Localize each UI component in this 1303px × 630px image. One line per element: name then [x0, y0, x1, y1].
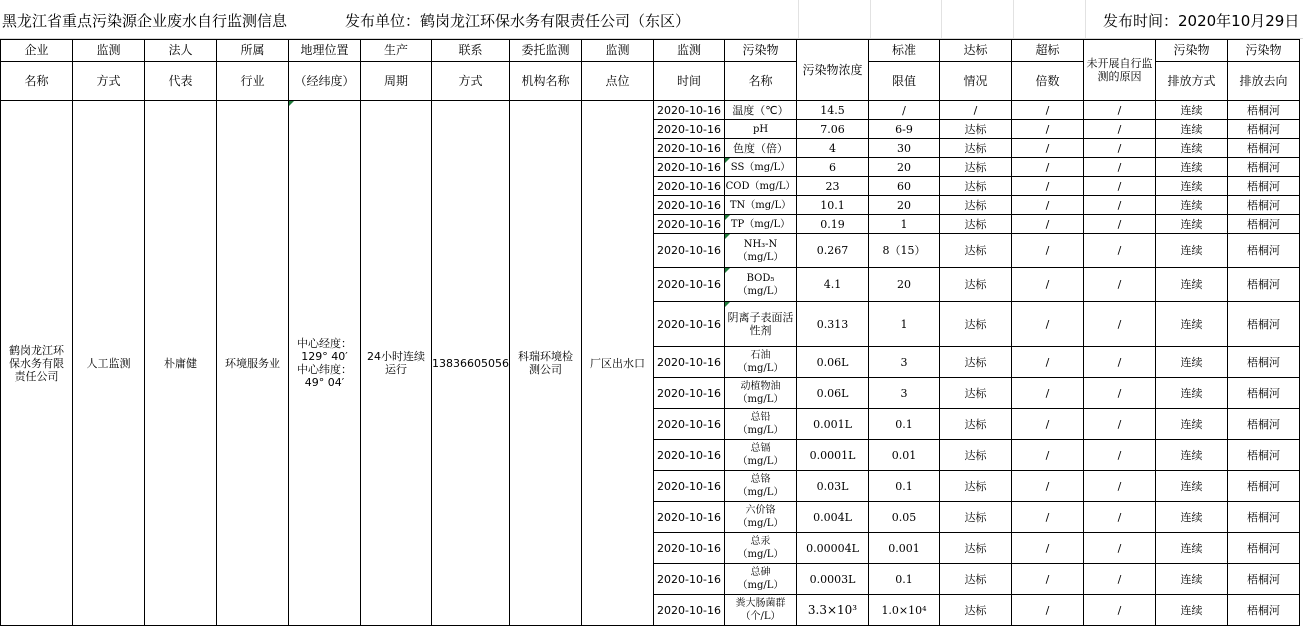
- gridline: [870, 0, 871, 38]
- pollutant-unit: （mg/L）: [737, 425, 784, 436]
- discharge-mode: 连续: [1156, 502, 1228, 533]
- concentration: 0.313: [797, 302, 869, 347]
- pollutant-name: [725, 101, 797, 120]
- pollutant-label: 总铬: [750, 474, 771, 485]
- pollutant-label: TP（mg/L）: [730, 218, 791, 230]
- standard-limit: 1.0×10⁴: [869, 595, 940, 626]
- pollutant-unit: （mg/L）: [737, 487, 784, 498]
- column-header: 监测: [73, 40, 145, 62]
- exceed-times: /: [1012, 347, 1084, 378]
- column-header: 污染物: [725, 40, 797, 62]
- column-header: 联系: [432, 40, 510, 62]
- column-header: 代表: [145, 62, 217, 101]
- pollutant-unit: （mg/L）: [737, 456, 784, 467]
- compliance-status: 达标: [940, 158, 1012, 177]
- not-monitored-reason: /: [1084, 533, 1156, 564]
- standard-limit: 60: [869, 177, 940, 196]
- column-header: 监测: [654, 40, 725, 62]
- discharge-mode: 连续: [1156, 120, 1228, 139]
- monitor-date: 2020-10-16: [654, 378, 725, 409]
- column-header: 方式: [432, 62, 510, 101]
- pollutant-label: 色度（倍）: [733, 141, 788, 155]
- concentration: 0.06L: [797, 378, 869, 409]
- not-monitored-reason: /: [1084, 347, 1156, 378]
- discharge-destination: 梧桐河: [1228, 347, 1300, 378]
- standard-limit: 20: [869, 158, 940, 177]
- discharge-destination: 梧桐河: [1228, 440, 1300, 471]
- monitor-date: 2020-10-16: [654, 268, 725, 302]
- monitor-date: 2020-10-16: [654, 595, 725, 626]
- compliance-status: 达标: [940, 302, 1012, 347]
- exceed-times: /: [1012, 120, 1084, 139]
- discharge-destination: 梧桐河: [1228, 302, 1300, 347]
- standard-limit: 6-9: [869, 120, 940, 139]
- discharge-destination: 梧桐河: [1228, 177, 1300, 196]
- pollutant-name: [725, 215, 797, 234]
- concentration: 0.004L: [797, 502, 869, 533]
- not-monitored-reason: /: [1084, 564, 1156, 595]
- pollutant-unit: （mg/L）: [737, 580, 784, 591]
- compliance-status: 达标: [940, 378, 1012, 409]
- pollutant-unit: （mg/L）: [737, 549, 784, 560]
- pollutant-label: TN（mg/L）: [729, 199, 792, 211]
- monitor-date: 2020-10-16: [654, 158, 725, 177]
- exceed-times: /: [1012, 595, 1084, 626]
- pollutant-unit: （个/L）: [740, 611, 781, 622]
- column-header: 未开展自行监测的原因: [1084, 40, 1156, 101]
- column-header: 地理位置: [289, 40, 361, 62]
- not-monitored-reason: /: [1084, 268, 1156, 302]
- discharge-destination: 梧桐河: [1228, 196, 1300, 215]
- pollutant-label: BOD₅: [746, 272, 775, 284]
- gridline: [798, 0, 799, 38]
- concentration: 0.00004L: [797, 533, 869, 564]
- not-monitored-reason: /: [1084, 177, 1156, 196]
- gridline: [1085, 0, 1086, 38]
- discharge-destination: 梧桐河: [1228, 564, 1300, 595]
- gridline: [1013, 0, 1014, 38]
- standard-limit: 0.05: [869, 502, 940, 533]
- compliance-status: 达标: [940, 177, 1012, 196]
- pollutant-name: [725, 502, 797, 533]
- monitor-date: 2020-10-16: [654, 302, 725, 347]
- column-header: 名称: [725, 62, 797, 101]
- discharge-mode: 连续: [1156, 177, 1228, 196]
- column-header: 委托监测: [510, 40, 582, 62]
- concentration: 4.1: [797, 268, 869, 302]
- pollutant-name: [725, 234, 797, 268]
- discharge-destination: 梧桐河: [1228, 139, 1300, 158]
- not-monitored-reason: /: [1084, 595, 1156, 626]
- discharge-mode: 连续: [1156, 101, 1228, 120]
- discharge-destination: 梧桐河: [1228, 409, 1300, 440]
- standard-limit: 1: [869, 215, 940, 234]
- exceed-times: /: [1012, 234, 1084, 268]
- exceed-times: /: [1012, 440, 1084, 471]
- monitor-date: 2020-10-16: [654, 502, 725, 533]
- discharge-mode: 连续: [1156, 347, 1228, 378]
- concentration: 23: [797, 177, 869, 196]
- company-method: 人工监测: [73, 101, 145, 626]
- publish-date: 发布时间：2020年10月29日: [1103, 12, 1300, 30]
- page-title: 黑龙江省重点污染源企业废水自行监测信息: [2, 12, 288, 30]
- column-header: 污染物: [1228, 40, 1300, 62]
- standard-limit: 30: [869, 139, 940, 158]
- column-header: 倍数: [1012, 62, 1084, 101]
- column-header: 名称: [1, 62, 73, 101]
- monitor-date: 2020-10-16: [654, 440, 725, 471]
- pollutant-name: [725, 158, 797, 177]
- concentration: 7.06: [797, 120, 869, 139]
- concentration: 10.1: [797, 196, 869, 215]
- pollutant-unit: （mg/L）: [737, 251, 784, 263]
- exceed-times: /: [1012, 268, 1084, 302]
- discharge-destination: 梧桐河: [1228, 101, 1300, 120]
- pollutant-name: [725, 564, 797, 595]
- pollutant-name: [725, 440, 797, 471]
- exceed-times: /: [1012, 533, 1084, 564]
- pollutant-name: [725, 347, 797, 378]
- pollutant-name: [725, 471, 797, 502]
- table-row: [1, 101, 1300, 120]
- standard-limit: 0.001: [869, 533, 940, 564]
- pollutant-unit: （mg/L）: [737, 285, 784, 297]
- company-name: 鹤岗龙江环保水务有限责任公司: [1, 101, 73, 626]
- standard-limit: 0.1: [869, 409, 940, 440]
- exceed-times: /: [1012, 215, 1084, 234]
- exceed-times: /: [1012, 502, 1084, 533]
- compliance-status: 达标: [940, 409, 1012, 440]
- pollutant-name: [725, 302, 797, 347]
- standard-limit: 20: [869, 268, 940, 302]
- column-header: 时间: [654, 62, 725, 101]
- column-header: 达标: [940, 40, 1012, 62]
- concentration: 3.3×10³: [797, 595, 869, 626]
- compliance-status: /: [940, 101, 1012, 120]
- pollutant-unit: （mg/L）: [737, 363, 784, 374]
- discharge-mode: 连续: [1156, 378, 1228, 409]
- monitor-date: 2020-10-16: [654, 234, 725, 268]
- discharge-mode: 连续: [1156, 139, 1228, 158]
- exceed-times: /: [1012, 196, 1084, 215]
- discharge-destination: 梧桐河: [1228, 215, 1300, 234]
- monitor-date: 2020-10-16: [654, 564, 725, 595]
- not-monitored-reason: /: [1084, 215, 1156, 234]
- monitor-date: 2020-10-16: [654, 471, 725, 502]
- not-monitored-reason: /: [1084, 139, 1156, 158]
- compliance-status: 达标: [940, 268, 1012, 302]
- column-header: （经纬度）: [289, 62, 361, 101]
- not-monitored-reason: /: [1084, 234, 1156, 268]
- exceed-times: /: [1012, 101, 1084, 120]
- concentration: 0.001L: [797, 409, 869, 440]
- pollutant-label: 总镉: [750, 443, 771, 454]
- not-monitored-reason: /: [1084, 302, 1156, 347]
- exceed-times: /: [1012, 139, 1084, 158]
- not-monitored-reason: /: [1084, 471, 1156, 502]
- standard-limit: 0.1: [869, 471, 940, 502]
- concentration: 14.5: [797, 101, 869, 120]
- monitor-date: 2020-10-16: [654, 101, 725, 120]
- exceed-times: /: [1012, 158, 1084, 177]
- compliance-status: 达标: [940, 234, 1012, 268]
- concentration: 4: [797, 139, 869, 158]
- pollutant-name: [725, 139, 797, 158]
- pollutant-name: [725, 120, 797, 139]
- monitor-date: 2020-10-16: [654, 177, 725, 196]
- standard-limit: 1: [869, 302, 940, 347]
- standard-limit: 0.1: [869, 564, 940, 595]
- pollutant-name: [725, 409, 797, 440]
- discharge-mode: 连续: [1156, 158, 1228, 177]
- not-monitored-reason: /: [1084, 101, 1156, 120]
- pollutant-label: NH₃-N: [743, 238, 778, 250]
- monitoring-table: [0, 39, 1300, 626]
- compliance-status: 达标: [940, 215, 1012, 234]
- not-monitored-reason: /: [1084, 502, 1156, 533]
- company-industry: 环境服务业: [217, 101, 289, 626]
- pollutant-label: 六价铬: [745, 505, 776, 516]
- discharge-mode: 连续: [1156, 533, 1228, 564]
- column-header: 监测: [582, 40, 654, 62]
- discharge-mode: 连续: [1156, 471, 1228, 502]
- exceed-times: /: [1012, 302, 1084, 347]
- compliance-status: 达标: [940, 196, 1012, 215]
- pollutant-name: [725, 595, 797, 626]
- column-header: 污染物: [1156, 40, 1228, 62]
- discharge-mode: 连续: [1156, 234, 1228, 268]
- standard-limit: /: [869, 101, 940, 120]
- discharge-mode: 连续: [1156, 302, 1228, 347]
- company-contact: 13836605056: [432, 101, 510, 626]
- compliance-status: 达标: [940, 595, 1012, 626]
- pollutant-unit: （mg/L）: [737, 518, 784, 529]
- pollutant-name: [725, 533, 797, 564]
- column-header: 排放方式: [1156, 62, 1228, 101]
- discharge-destination: 梧桐河: [1228, 158, 1300, 177]
- compliance-status: 达标: [940, 471, 1012, 502]
- compliance-status: 达标: [940, 347, 1012, 378]
- exceed-times: /: [1012, 378, 1084, 409]
- company-location: 中心经度：129° 40′ 中心纬度：49° 04′: [289, 101, 361, 626]
- pollutant-label: COD（mg/L）: [725, 180, 796, 192]
- not-monitored-reason: /: [1084, 158, 1156, 177]
- standard-limit: 0.01: [869, 440, 940, 471]
- column-header: 污染物浓度: [797, 40, 869, 101]
- concentration: 6: [797, 158, 869, 177]
- discharge-mode: 连续: [1156, 196, 1228, 215]
- discharge-mode: 连续: [1156, 215, 1228, 234]
- pollutant-label: 阴离子表面活性剂: [727, 311, 794, 337]
- column-header: 限值: [869, 62, 940, 101]
- monitor-date: 2020-10-16: [654, 347, 725, 378]
- title-bar: [0, 0, 1303, 39]
- concentration: 0.0003L: [797, 564, 869, 595]
- pollutant-label: 粪大肠菌群: [735, 598, 786, 609]
- compliance-status: 达标: [940, 139, 1012, 158]
- column-header: 行业: [217, 62, 289, 101]
- column-header: 超标: [1012, 40, 1084, 62]
- column-header: 方式: [73, 62, 145, 101]
- column-header: 周期: [361, 62, 432, 101]
- not-monitored-reason: /: [1084, 196, 1156, 215]
- company-cycle: 24小时连续运行: [361, 101, 432, 626]
- not-monitored-reason: /: [1084, 440, 1156, 471]
- column-header: 生产: [361, 40, 432, 62]
- standard-limit: 20: [869, 196, 940, 215]
- exceed-times: /: [1012, 564, 1084, 595]
- standard-limit: 3: [869, 347, 940, 378]
- concentration: 0.267: [797, 234, 869, 268]
- discharge-mode: 连续: [1156, 268, 1228, 302]
- column-header: 法人: [145, 40, 217, 62]
- standard-limit: 8（15）: [869, 234, 940, 268]
- column-header: 点位: [582, 62, 654, 101]
- compliance-status: 达标: [940, 502, 1012, 533]
- discharge-mode: 连续: [1156, 564, 1228, 595]
- monitor-date: 2020-10-16: [654, 139, 725, 158]
- discharge-destination: 梧桐河: [1228, 120, 1300, 139]
- discharge-destination: 梧桐河: [1228, 268, 1300, 302]
- column-header: 情况: [940, 62, 1012, 101]
- pollutant-label: SS（mg/L）: [730, 161, 791, 173]
- publisher-label: 发布单位：鹤岗龙江环保水务有限责任公司（东区）: [345, 12, 691, 30]
- pollutant-name: [725, 196, 797, 215]
- discharge-mode: 连续: [1156, 409, 1228, 440]
- pollutant-name: [725, 268, 797, 302]
- standard-limit: 3: [869, 378, 940, 409]
- concentration: 0.19: [797, 215, 869, 234]
- discharge-mode: 连续: [1156, 595, 1228, 626]
- not-monitored-reason: /: [1084, 120, 1156, 139]
- concentration: 0.03L: [797, 471, 869, 502]
- column-header: 机构名称: [510, 62, 582, 101]
- monitor-date: 2020-10-16: [654, 120, 725, 139]
- pollutant-label: 温度（℃）: [732, 103, 789, 117]
- not-monitored-reason: /: [1084, 409, 1156, 440]
- company-agency: 科瑞环境检测公司: [510, 101, 582, 626]
- gridline: [941, 0, 942, 38]
- pollutant-name: [725, 177, 797, 196]
- compliance-status: 达标: [940, 533, 1012, 564]
- pollutant-label: 总汞: [750, 536, 771, 547]
- not-monitored-reason: /: [1084, 378, 1156, 409]
- exceed-times: /: [1012, 409, 1084, 440]
- discharge-destination: 梧桐河: [1228, 595, 1300, 626]
- discharge-destination: 梧桐河: [1228, 378, 1300, 409]
- column-header: 排放去向: [1228, 62, 1300, 101]
- pollutant-label: 总铅: [750, 412, 771, 423]
- discharge-mode: 连续: [1156, 440, 1228, 471]
- pollutant-label: 石油: [750, 350, 771, 361]
- compliance-status: 达标: [940, 120, 1012, 139]
- monitor-date: 2020-10-16: [654, 215, 725, 234]
- company-point: 厂区出水口: [582, 101, 654, 626]
- discharge-destination: 梧桐河: [1228, 533, 1300, 564]
- discharge-destination: 梧桐河: [1228, 234, 1300, 268]
- concentration: 0.0001L: [797, 440, 869, 471]
- exceed-times: /: [1012, 177, 1084, 196]
- pollutant-label: 动植物油: [740, 381, 781, 392]
- column-header: 标准: [869, 40, 940, 62]
- pollutant-unit: （mg/L）: [737, 394, 784, 405]
- monitor-date: 2020-10-16: [654, 409, 725, 440]
- compliance-status: 达标: [940, 440, 1012, 471]
- column-header: 企业: [1, 40, 73, 62]
- pollutant-name: [725, 378, 797, 409]
- monitor-date: 2020-10-16: [654, 196, 725, 215]
- monitor-date: 2020-10-16: [654, 533, 725, 564]
- compliance-status: 达标: [940, 564, 1012, 595]
- pollutant-label: 总砷: [750, 567, 771, 578]
- concentration: 0.06L: [797, 347, 869, 378]
- discharge-destination: 梧桐河: [1228, 502, 1300, 533]
- column-header: 所属: [217, 40, 289, 62]
- pollutant-label: pH: [752, 123, 769, 135]
- company-legal-rep: 朴庸健: [145, 101, 217, 626]
- header-row: [1, 40, 1300, 62]
- exceed-times: /: [1012, 471, 1084, 502]
- discharge-destination: 梧桐河: [1228, 471, 1300, 502]
